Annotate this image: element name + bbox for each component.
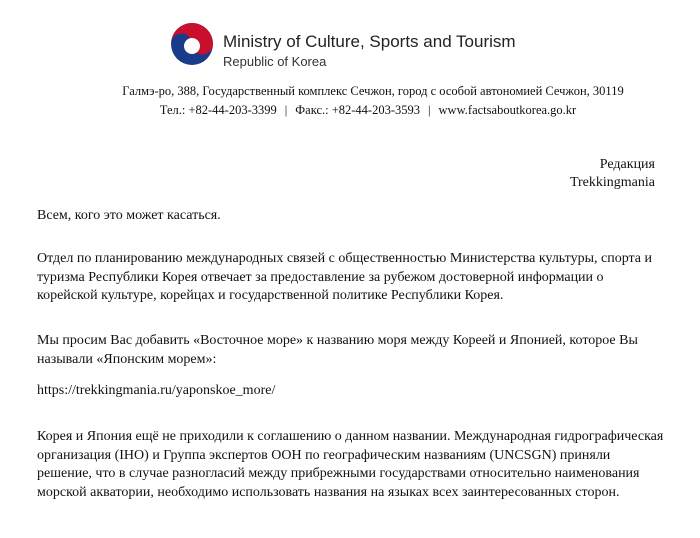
country-name: Republic of Korea	[223, 54, 327, 69]
article-link: https://trekkingmania.ru/yaponskoe_more/	[37, 383, 276, 398]
letterhead	[0, 0, 700, 120]
phone-number: Тел.: +82-44-203-3399	[159, 103, 277, 117]
address-line: Галмэ-ро, 388, Государственный комплекс Сечжон, город с особой автономией Сечжон, 30119	[122, 84, 624, 98]
taegeuk-emblem-icon	[170, 22, 214, 66]
separator: |	[284, 103, 288, 117]
paragraph-intro: Отдел по планированию международных связей с общественностью Министерства культуры, спорта и туризма Республики Корея отвечает за предоставление за рубежом достоверной информации о корейской культуре, корейцах и государственной политике Республики Корея.	[37, 251, 653, 303]
greeting: Всем, кого это может касаться.	[37, 208, 221, 223]
recipient-line-1: Редакция	[599, 157, 655, 172]
recipient-block	[570, 156, 655, 192]
separator: |	[428, 103, 431, 117]
website: www.factsaboutkorea.go.kr	[438, 103, 577, 117]
fax-number: Факс.: +82-44-203-3593	[295, 103, 421, 117]
recipient-line-2: Trekkingmania	[569, 175, 655, 190]
ministry-name: Ministry of Culture, Sports and Tourism	[223, 32, 516, 51]
paragraph-request: Мы просим Вас добавить «Восточное море» к названию моря между Кореей и Японией, которое Вы называли «Японским морем»:	[37, 333, 638, 367]
contact-line	[18, 102, 700, 118]
paragraph-explanation: Корея и Япония ещё не приходили к соглашению о данном названии. Международная гидрографическая организация (IHO) и Группа экспертов ООН по географическим названиям (UNCSGN) приняли решение, что в случае разногласий между прибрежными государствами относительно наименования морской акватории, необходимо использовать названия на языках всех заинтересованных сторон.	[37, 429, 664, 500]
